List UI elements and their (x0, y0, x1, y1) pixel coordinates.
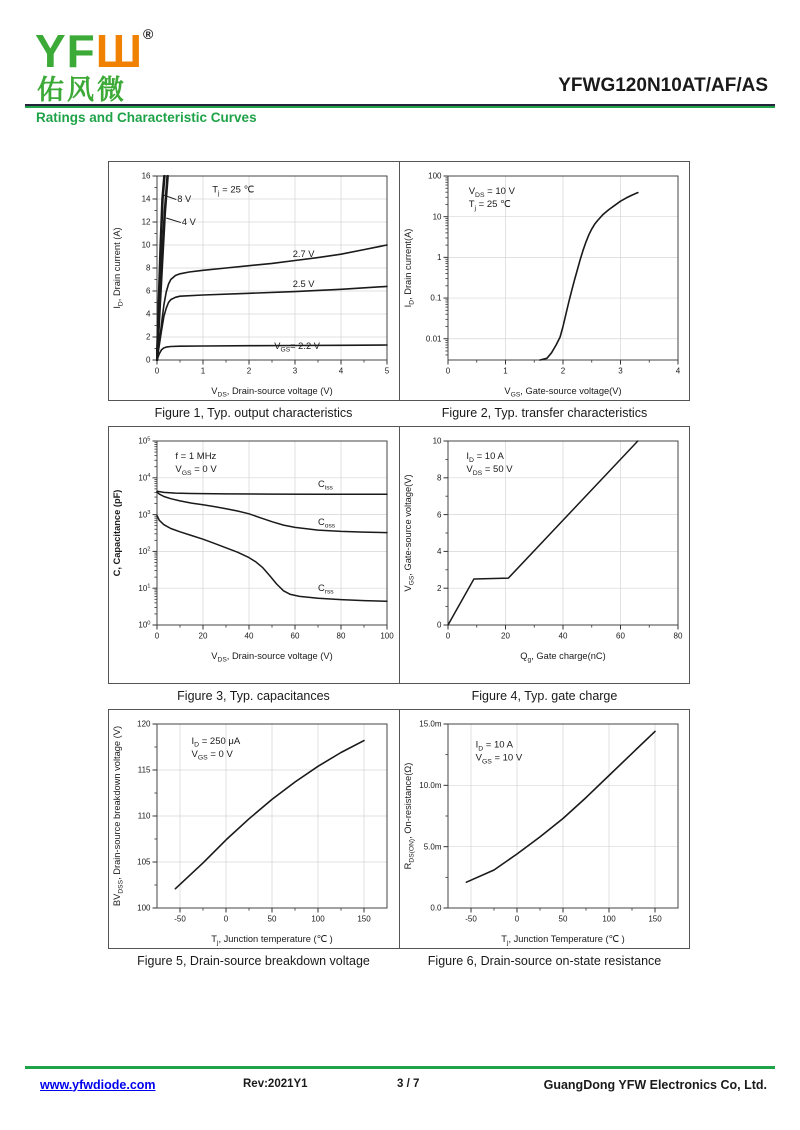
header-rule-green (25, 106, 775, 108)
svg-text:5: 5 (384, 366, 390, 376)
svg-text:ID, Drain current(A): $I_D$, Drain current(A) (403, 228, 416, 308)
caption-row-2 (108, 684, 690, 709)
svg-text:100: 100 (311, 914, 325, 924)
svg-text:f = 1 MHz: f = 1 MHz (175, 451, 217, 463)
company-name: GuangDong YFW Electronics Co, Ltd. (543, 1077, 767, 1092)
svg-text:Qg, Gate charge(nC): $Q_g$, Gate charge(nC) (520, 651, 606, 664)
svg-text:2: 2 (437, 584, 442, 594)
svg-text:100: 100 (428, 171, 442, 181)
svg-text:VDS = 50 V: $V_{DS} = 50$ V (466, 464, 513, 477)
svg-text:Crss: $C_{rss}$ (318, 582, 334, 596)
figure-5-chart (109, 710, 399, 948)
svg-text:VDS, Drain-source voltage (V): $V_{DS}$, Drain-source voltage (V) (211, 651, 333, 664)
figure-4-chart (400, 427, 689, 665)
svg-text:100: 100 (137, 903, 151, 913)
svg-text:16: 16 (141, 171, 151, 181)
figure-2-panel (399, 162, 689, 400)
svg-text:2: 2 (560, 366, 566, 376)
revision-label: Rev:2021Y1 (243, 1077, 308, 1090)
figure-3-chart (109, 427, 399, 665)
svg-text:ID = 10 A: $I_D = 10$ A (475, 739, 514, 753)
svg-text:3: 3 (292, 366, 298, 376)
svg-text:10: 10 (432, 212, 442, 222)
svg-text:4: 4 (437, 547, 442, 557)
logo-wordmark (35, 10, 775, 75)
svg-text:-50: -50 (174, 914, 186, 924)
caption-row-1 (108, 401, 690, 426)
svg-text:C, Capacitance (pF): C, Capacitance (pF) (112, 489, 122, 577)
svg-text:6: 6 (437, 510, 442, 520)
svg-text:ID = 10 A: $I_D = 10$ A (466, 451, 504, 464)
svg-text:VDS, Drain-source voltage (V): $V_{DS}$, Drain-source voltage (V) (211, 386, 333, 399)
svg-text:Tj = 25 ℃: $T_j = 25$ ℃ (468, 199, 511, 212)
svg-text:4 V: 4 V (181, 217, 196, 228)
svg-text:0: 0 (154, 631, 160, 641)
svg-text:8: 8 (437, 473, 442, 483)
svg-text:20: 20 (198, 631, 208, 641)
svg-text:100: 100 (380, 631, 394, 641)
svg-text:20: 20 (501, 631, 510, 641)
svg-text:4: 4 (675, 366, 681, 376)
svg-text:110: 110 (137, 811, 151, 821)
figure-6-chart (400, 710, 689, 948)
svg-text:105: 105 (137, 857, 151, 867)
svg-text:50: 50 (558, 914, 568, 924)
svg-text:10: 10 (141, 240, 151, 250)
footer-rule-green (25, 1066, 775, 1069)
logo-w-glyph: Ш (95, 25, 144, 77)
figure-4-panel (399, 427, 689, 683)
svg-text:0: 0 (514, 914, 520, 924)
svg-text:4: 4 (338, 366, 344, 376)
svg-text:104: $10^4$ (138, 473, 151, 483)
svg-text:Coss: $C_{oss}$ (318, 517, 336, 530)
svg-text:150: 150 (648, 914, 662, 924)
header (0, 0, 800, 104)
caption-row-3 (108, 949, 690, 974)
svg-text:8: 8 (146, 263, 151, 273)
svg-text:6: 6 (146, 286, 151, 296)
svg-text:VGS = 0 V: $V_{GS} = 0$ V (191, 749, 233, 762)
footer-row (0, 1078, 800, 1108)
svg-text:0: 0 (154, 366, 160, 376)
svg-text:15.0m: 15.0m (419, 719, 442, 729)
svg-text:12: 12 (141, 217, 151, 227)
figure-1-chart (109, 162, 399, 400)
svg-text:103: $10^3$ (138, 510, 151, 520)
svg-text:0: 0 (146, 355, 151, 365)
logo-chinese: 佑风微 (37, 75, 127, 105)
figure-2-chart (400, 162, 689, 400)
svg-text:2: 2 (146, 332, 151, 342)
svg-text:RDS(ON), On-resistance(Ω): $R_{DS(ON)}$, On-resistance(Ω) (403, 762, 416, 870)
svg-text:ID = 250 μA: $I_D = 250$ μA (191, 736, 241, 749)
svg-text:80: 80 (336, 631, 346, 641)
chart-row-2 (108, 426, 690, 684)
svg-text:0.0: 0.0 (430, 903, 442, 913)
svg-text:0.01: 0.01 (425, 334, 442, 344)
svg-text:Tj = 25 ℃: $T_j = 25$ ℃ (212, 184, 255, 198)
section-title: Ratings and Characteristic Curves (36, 110, 257, 126)
svg-text:14: 14 (141, 194, 151, 204)
svg-text:0: 0 (437, 620, 442, 630)
svg-text:2: 2 (246, 366, 252, 376)
figure-5-caption: Figure 5, Drain-source breakdown voltage (137, 954, 370, 969)
svg-text:ID, Drain current (A): $I_D$, Drain current (A) (112, 227, 125, 309)
svg-text:4: 4 (146, 309, 151, 319)
svg-text:60: 60 (290, 631, 300, 641)
svg-text:-50: -50 (465, 914, 477, 924)
svg-text:0: 0 (445, 366, 451, 376)
svg-text:80: 80 (673, 631, 683, 641)
svg-text:101: $10^1$ (138, 583, 151, 594)
svg-text:3: 3 (618, 366, 623, 376)
footer (0, 1066, 800, 1108)
svg-text:40: 40 (558, 631, 568, 641)
charts-grid (108, 161, 690, 974)
svg-text:5.0m: 5.0m (423, 842, 442, 852)
page-number: 3 / 7 (397, 1077, 420, 1090)
figure-6-panel (399, 710, 689, 948)
registered-mark-icon: ® (143, 26, 154, 42)
svg-text:60: 60 (616, 631, 625, 641)
svg-text:VGS, Gate-source voltage(V): $V_{GS}$, Gate-source voltage(V) (504, 386, 622, 399)
svg-text:VDS = 10 V: $V_{DS} = 10$ V (468, 186, 515, 199)
svg-text:2.7 V: 2.7 V (292, 249, 315, 260)
figure-3-panel (109, 427, 399, 683)
svg-text:VGS = 0 V: $V_{GS} = 0$ V (175, 464, 217, 477)
svg-text:2.5 V: 2.5 V (292, 279, 315, 290)
svg-text:0.1: 0.1 (430, 293, 442, 303)
svg-text:Ciss: $C_{iss}$ (318, 479, 333, 492)
svg-text:Tj, Junction Temperature (℃ ): $T_j$, Junction Temperature (℃ ) (501, 934, 625, 947)
svg-text:10: 10 (432, 436, 442, 446)
svg-text:1: 1 (200, 366, 206, 376)
svg-text:120: 120 (137, 719, 151, 729)
svg-text:100: $10^0$ (138, 620, 151, 630)
svg-text:105: $10^5$ (138, 436, 151, 446)
figure-2-caption: Figure 2, Typ. transfer characteristics (441, 406, 648, 421)
svg-text:0: 0 (445, 631, 451, 641)
part-number: YFWG120N10AT/AF/AS (558, 75, 768, 96)
svg-text:50: 50 (267, 914, 277, 924)
svg-text:10.0m: 10.0m (419, 781, 442, 791)
svg-text:VGS = 10 V: $V_{GS} = 10$ V (475, 752, 523, 766)
svg-text:Tj, Junction temperature (℃ ): $T_j$, Junction temperature (℃ ) (211, 934, 333, 947)
logo-yf: YF (35, 25, 96, 77)
svg-text:8 V: 8 V (177, 194, 192, 205)
svg-text:1: 1 (437, 253, 442, 263)
svg-text:150: 150 (357, 914, 371, 924)
figure-5-panel (109, 710, 399, 948)
svg-text:40: 40 (244, 631, 254, 641)
svg-text:100: 100 (602, 914, 616, 924)
svg-text:102: $10^2$ (138, 546, 151, 557)
svg-text:VGS, Gate-source voltage(V): $V_{GS}$, Gate-source voltage(V) (403, 474, 416, 592)
figure-4-caption: Figure 4, Typ. gate charge (471, 689, 618, 704)
svg-text:BVDSS, Drain-source breakdown: $BV_{DSS}$, Drain-source breakdown voltage (V) (112, 726, 125, 907)
figure-1-panel (109, 162, 399, 400)
figure-3-caption: Figure 3, Typ. capacitances (177, 689, 330, 704)
svg-text:0: 0 (223, 914, 229, 924)
chart-row-1 (108, 161, 690, 401)
figure-6-caption: Figure 6, Drain-source on-state resistance (427, 954, 662, 969)
svg-text:VGS= 2.2 V: $V_{GS}= 2.2$ V (274, 341, 320, 354)
chart-row-3 (108, 709, 690, 949)
website-link[interactable]: www.yfwdiode.com (40, 1077, 156, 1092)
svg-text:1: 1 (503, 366, 508, 376)
figure-1-caption: Figure 1, Typ. output characteristics (154, 406, 353, 421)
svg-text:115: 115 (137, 765, 151, 775)
